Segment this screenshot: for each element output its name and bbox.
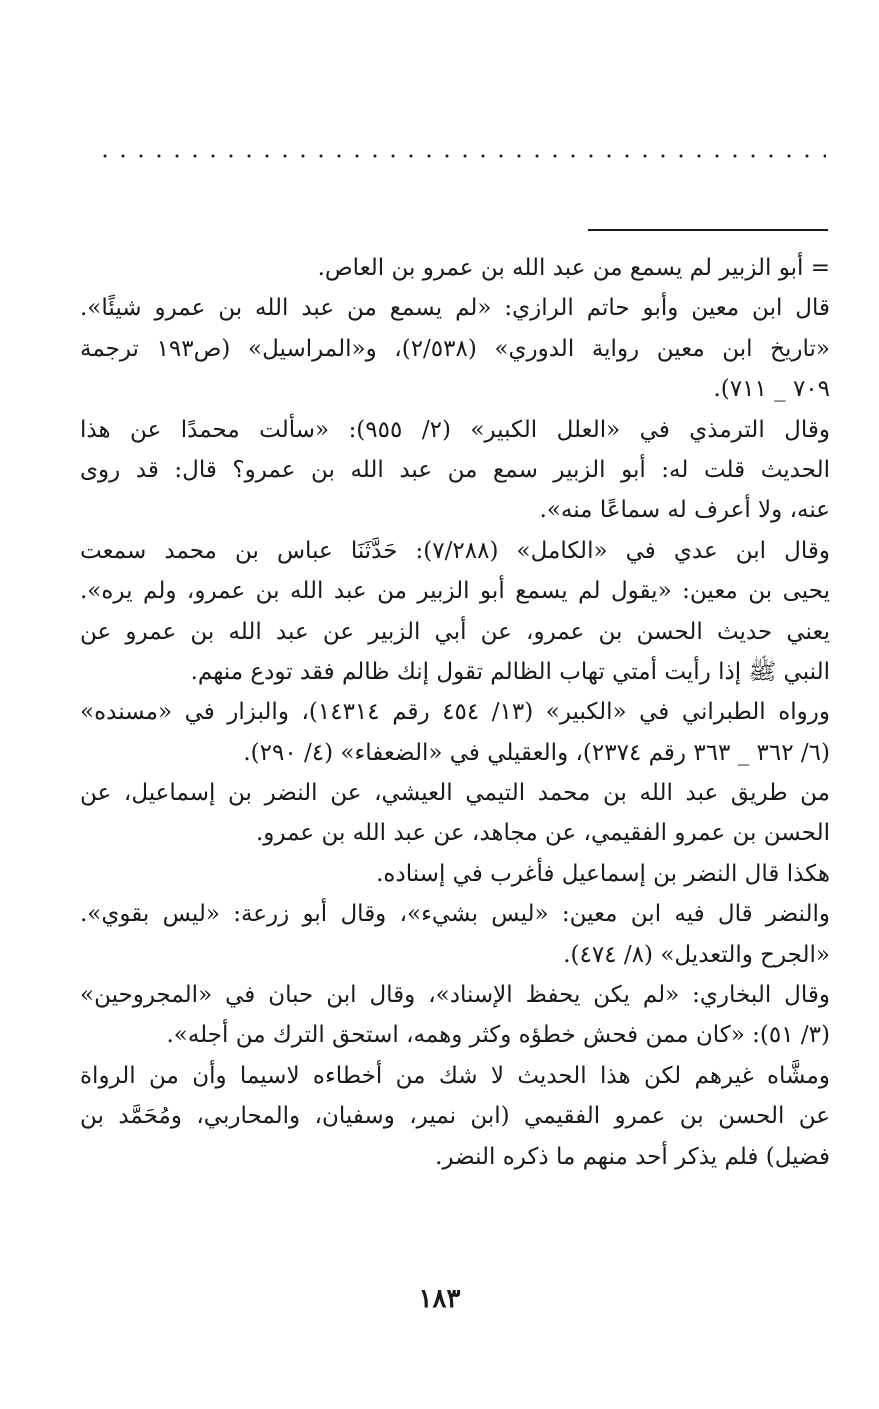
footnote-line: وقال البخاري: «لم يكن يحفظ الإسناد»، وقال ابن حبان في «المجروحين»: [80, 982, 830, 1009]
footnote-line: (٦/ ٣٦٢ _ ٣٦٣ رقم ٢٣٧٤)، والعقيلي في «الضعفاء» (٤/ ٢٩٠).: [243, 739, 830, 766]
footnote-line: ٧٠٩ _ ٧١١).: [713, 376, 830, 403]
footnote-line: هكذا قال النضر بن إسماعيل فأغرب في إسناده.: [376, 860, 830, 887]
footnote-line: الحديث قلت له: أبو الزبير سمع من عبد الله بن عمرو؟ قال: قد روى: [80, 456, 830, 483]
footnote-line: وقال ابن عدي في «الكامل» (٧/٢٨٨): حَدَّثَنَا عباس بن محمد سمعت: [80, 537, 830, 564]
footnote-line: عن الحسن بن عمرو الفقيمي (ابن نمير، وسفيان، والمحاربي، ومُحَمَّد بن: [80, 1103, 830, 1130]
dotted-separator: [96, 148, 826, 162]
footnote-line: «تاريخ ابن معين رواية الدوري» (٢/٥٣٨)، و«المراسيل» (ص١٩٣ ترجمة: [80, 335, 830, 362]
footnote-line: ورواه الطبراني في «الكبير» (١٣/ ٤٥٤ رقم ١٤٣١٤)، والبزار في «مسنده»: [80, 699, 830, 726]
footnote-line: الحسن بن عمرو الفقيمي، عن مجاهد، عن عبد الله بن عمرو.: [256, 820, 830, 847]
footnote-line: = أبو الزبير لم يسمع من عبد الله بن عمرو بن العاص.: [317, 255, 830, 281]
footnote-line: يحيى بن معين: «يقول لم يسمع أبو الزبير من عبد الله بن عمرو، ولم يره».: [80, 578, 830, 605]
footnote-line: يعني حديث الحسن بن عمرو، عن أبي الزبير عن عبد الله بن عمرو عن: [80, 618, 830, 645]
footnote-rule: [588, 229, 828, 231]
footnote-line: عنه، ولا أعرف له سماعًا منه».: [539, 497, 830, 524]
footnote-line: النبي ﷺ إذا رأيت أمتي تهاب الظالم تقول إنك ظالم فقد تودع منهم.: [190, 658, 830, 685]
footnote-line: من طريق عبد الله بن محمد التيمي العيشي، عن النضر بن إسماعيل، عن: [80, 780, 830, 807]
footnote-line: وقال الترمذي في «العلل الكبير» (٢/ ٩٥٥): «سألت محمدًا عن هذا: [80, 416, 830, 443]
footnote-line: ومشَّاه غيرهم لكن هذا الحديث لا شك من أخطاءه لاسيما وأن من الرواة: [80, 1062, 830, 1089]
footnote-line: فضيل) فلم يذكر أحد منهم ما ذكره النضر.: [435, 1143, 830, 1170]
footnote-line: والنضر قال فيه ابن معين: «ليس بشيء»، وقال أبو زرعة: «ليس بقوي».: [80, 901, 830, 928]
footnote-line: «الجرح والتعديل» (٨/ ٤٧٤).: [563, 941, 830, 968]
footnote-line: قال ابن معين وأبو حاتم الرازي: «لم يسمع من عبد الله بن عمرو شيئًا».: [80, 295, 830, 322]
page-number: ١٨٣: [418, 1284, 461, 1314]
footnote-body: [80, 248, 830, 1177]
footnote-line: (٣/ ٥١): «كان ممن فحش خطؤه وكثر وهمه، استحق الترك من أجله».: [166, 1022, 830, 1049]
